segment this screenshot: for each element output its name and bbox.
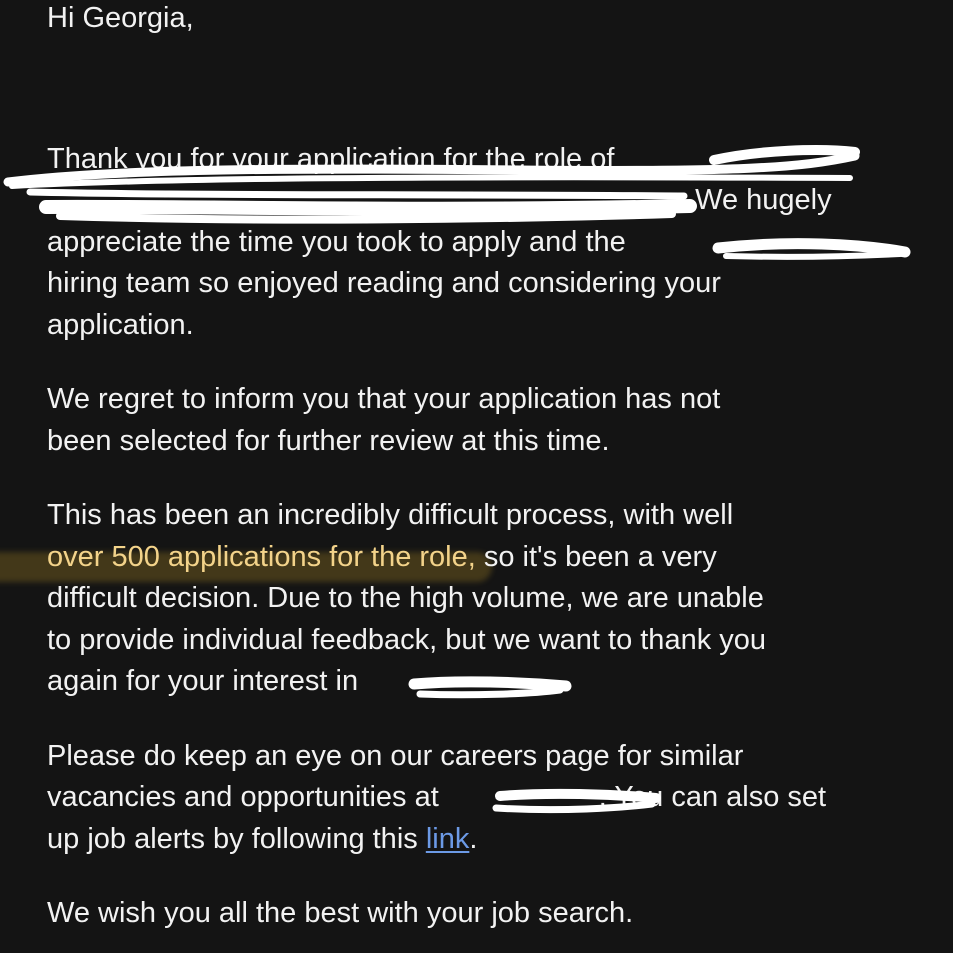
redacted-company-name-2: [366, 669, 516, 695]
p3-line3: difficult decision. Due to the high volume, we are unable: [47, 582, 764, 614]
p3-line5: again for your interest in: [47, 661, 927, 703]
paragraph-process: [47, 495, 927, 703]
p4-line3: up job alerts by following this link.: [47, 822, 478, 855]
p1-line5: application.: [47, 308, 194, 341]
redacted-role-details: [47, 188, 679, 214]
paragraph-application-thanks: [47, 139, 927, 347]
greeting-text: Hi Georgia,: [47, 2, 194, 34]
paragraph-careers: [47, 736, 927, 861]
p1-line4: hiring team so enjoyed reading and considering your: [47, 267, 721, 299]
p1-line3: appreciate the time you took to apply and the: [47, 222, 927, 264]
p1-line2: . We hugely: [47, 180, 927, 222]
p1-line1: Thank you for your application for the role of: [47, 139, 927, 181]
paragraph-closing: [47, 893, 927, 935]
job-alerts-link[interactable]: link: [425, 822, 470, 855]
p3-line1: This has been an incredibly difficult process, with well: [47, 499, 734, 531]
redacted-company-name: [626, 230, 816, 256]
p3-line2: over 500 applications for the role, so it's been a very: [47, 540, 717, 573]
p3-line4: to provide individual feedback, but we want to thank you: [47, 623, 767, 656]
p4-line1: Please do keep an eye on our careers page for similar: [47, 739, 744, 772]
p4-line2: vacancies and opportunities at . You can also set: [47, 781, 827, 813]
redacted-role-title: [623, 147, 763, 173]
p5-line1: We wish you all the best with your job search.: [47, 897, 634, 929]
paragraph-rejection: [47, 379, 927, 462]
email-greeting: [47, 0, 927, 40]
redacted-company-name-3: [439, 785, 599, 811]
highlighted-application-count: over 500 applications for the role,: [47, 540, 476, 573]
p2-line1: We regret to inform you that your application has not: [47, 383, 721, 415]
email-body: [47, 0, 927, 935]
p2-line2: been selected for further review at this time.: [47, 424, 610, 457]
